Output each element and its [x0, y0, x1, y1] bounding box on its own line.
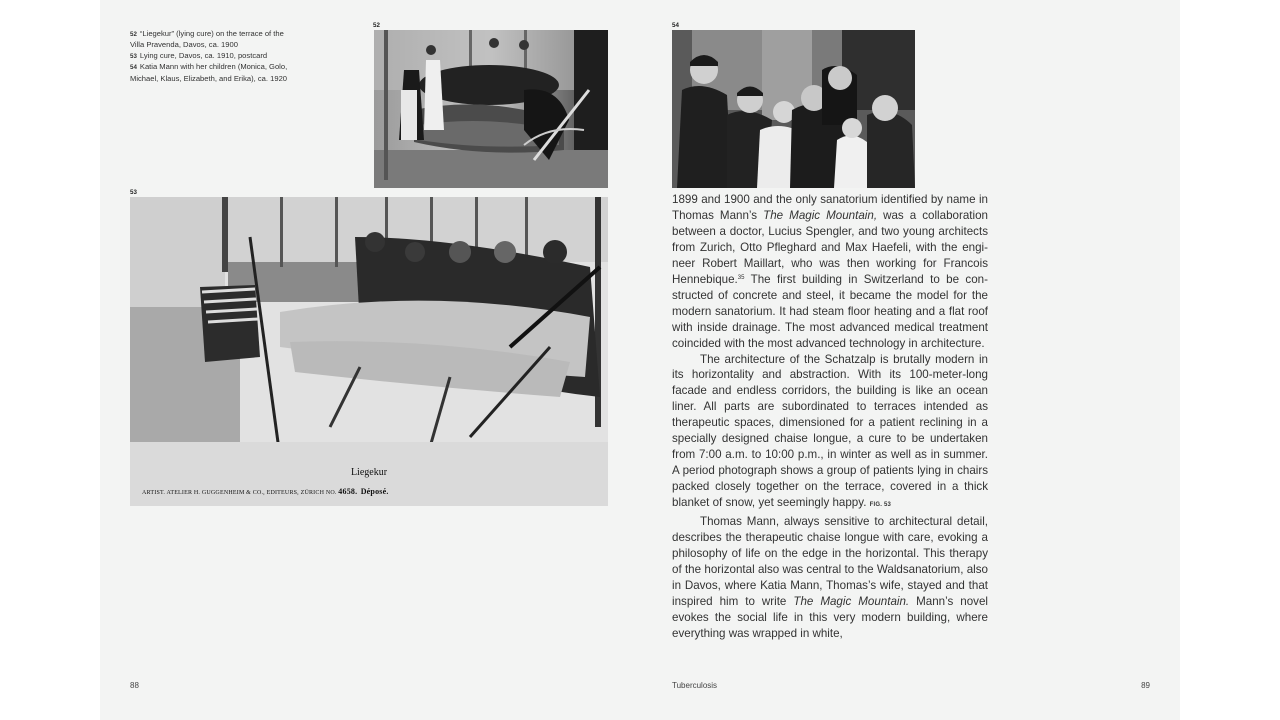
- paragraph-text: The architecture of the Schatzalp is brutally modern in its horizontality and abstraction. With its 100-meter-long facade and endless corridors, the building is like an ocean liner. All parts are subordinated to terraces intended as therapeutic spaces, dimensioned for a patient reclining in a specially designed chaise longue, a cure to be undertaken from 7:00 a.m. to 10:00 p.m., in winter as well as in summer. A period photograph shows a group of patients lying in chairs packed closely together on the terrace, covered in a thick blanket of snow, yet seemingly happy.: [672, 352, 988, 510]
- caption-text: “Liegekur” (lying cure) on the terrace of the Villa Pravenda, Davos, ca. 1900: [130, 29, 284, 50]
- paragraph-1: [672, 192, 988, 352]
- caption-53: [130, 51, 295, 62]
- postcard-title: Liegekur: [350, 467, 388, 478]
- figure-53-label: 53: [130, 189, 137, 196]
- figure-reference[interactable]: FIG. 53: [869, 502, 892, 509]
- caption-number: 52: [130, 31, 137, 38]
- mann-family-image: [672, 30, 915, 188]
- caption-54: [130, 62, 295, 84]
- paragraph-text: The first building in Switzerland to be constructed of concrete and steel, it became the model for the modern sanatorium. It had steam floor heating and a flat roof with inside drainage. The most advanced medical treatment coincided with the most advanced technology in architecture.: [672, 272, 988, 350]
- paragraph-text: was a collaboration between a doctor, Lucius Spengler, and two young architects from Zurich, Otto Pfleghard and Max Haefeli, with the engineer Robert Maillart, who was then working for Francois Hennebique.: [672, 208, 988, 286]
- figure-53-photo: [130, 197, 608, 506]
- caption-52: [130, 29, 295, 51]
- footnote-ref[interactable]: 35: [737, 274, 745, 281]
- paragraph-2: [672, 352, 988, 515]
- paragraph-3: [672, 514, 988, 642]
- figure-52-label: 52: [373, 22, 380, 29]
- figure-54-photo: [672, 30, 915, 188]
- book-title: The Magic Mountain,: [763, 208, 878, 222]
- paragraph-text: Thomas Mann, always sensitive to architectural detail, describes the therapeutic chaise longue with care, evoking a philosophy of life on the edge in the horizontal. This therapy of the horizontal also was central to the Waldsanatorium, also in Davos, where Katia Mann, Thomas’s wife, stayed and that inspired him to write: [672, 515, 988, 608]
- book-title: The Magic Mountain.: [793, 594, 910, 608]
- postcard-number: 4658.: [338, 487, 358, 496]
- caption-number: 53: [130, 52, 137, 60]
- figure-52-photo: [374, 30, 608, 188]
- book-spread: [100, 0, 1180, 720]
- figure-captions: [130, 29, 295, 84]
- caption-text: Katia Mann with her children (Monica, Golo, Michael, Klaus, Elizabeth, and Erika), ca. 1920: [130, 62, 288, 83]
- caption-text: Lying cure, Davos, ca. 1910, postcard: [139, 50, 268, 60]
- terrace-patients-image: [374, 30, 608, 188]
- postcard-depose: Déposé.: [360, 487, 389, 496]
- left-page-number: 88: [130, 681, 139, 690]
- running-head: Tuberculosis: [672, 681, 718, 690]
- body-text: [672, 192, 988, 642]
- right-page-number: 89: [1141, 681, 1150, 690]
- caption-number: 54: [130, 64, 137, 72]
- postcard-credit: [142, 487, 389, 496]
- snowy-lying-cure-image: [130, 197, 608, 506]
- paragraph-text: Mann’s novel evokes the social life in this very modern building, where everything was wrapped in white,: [672, 594, 988, 640]
- paragraph-text: 1899 and 1900 and the only sanatorium identified by name in Thomas Mann’s: [672, 193, 988, 222]
- figure-54-label: 54: [672, 22, 679, 29]
- postcard-publisher: ARTIST. ATELIER H. GUGGENHEIM & CO., EDITEURS, ZÜRICH NO.: [142, 490, 337, 496]
